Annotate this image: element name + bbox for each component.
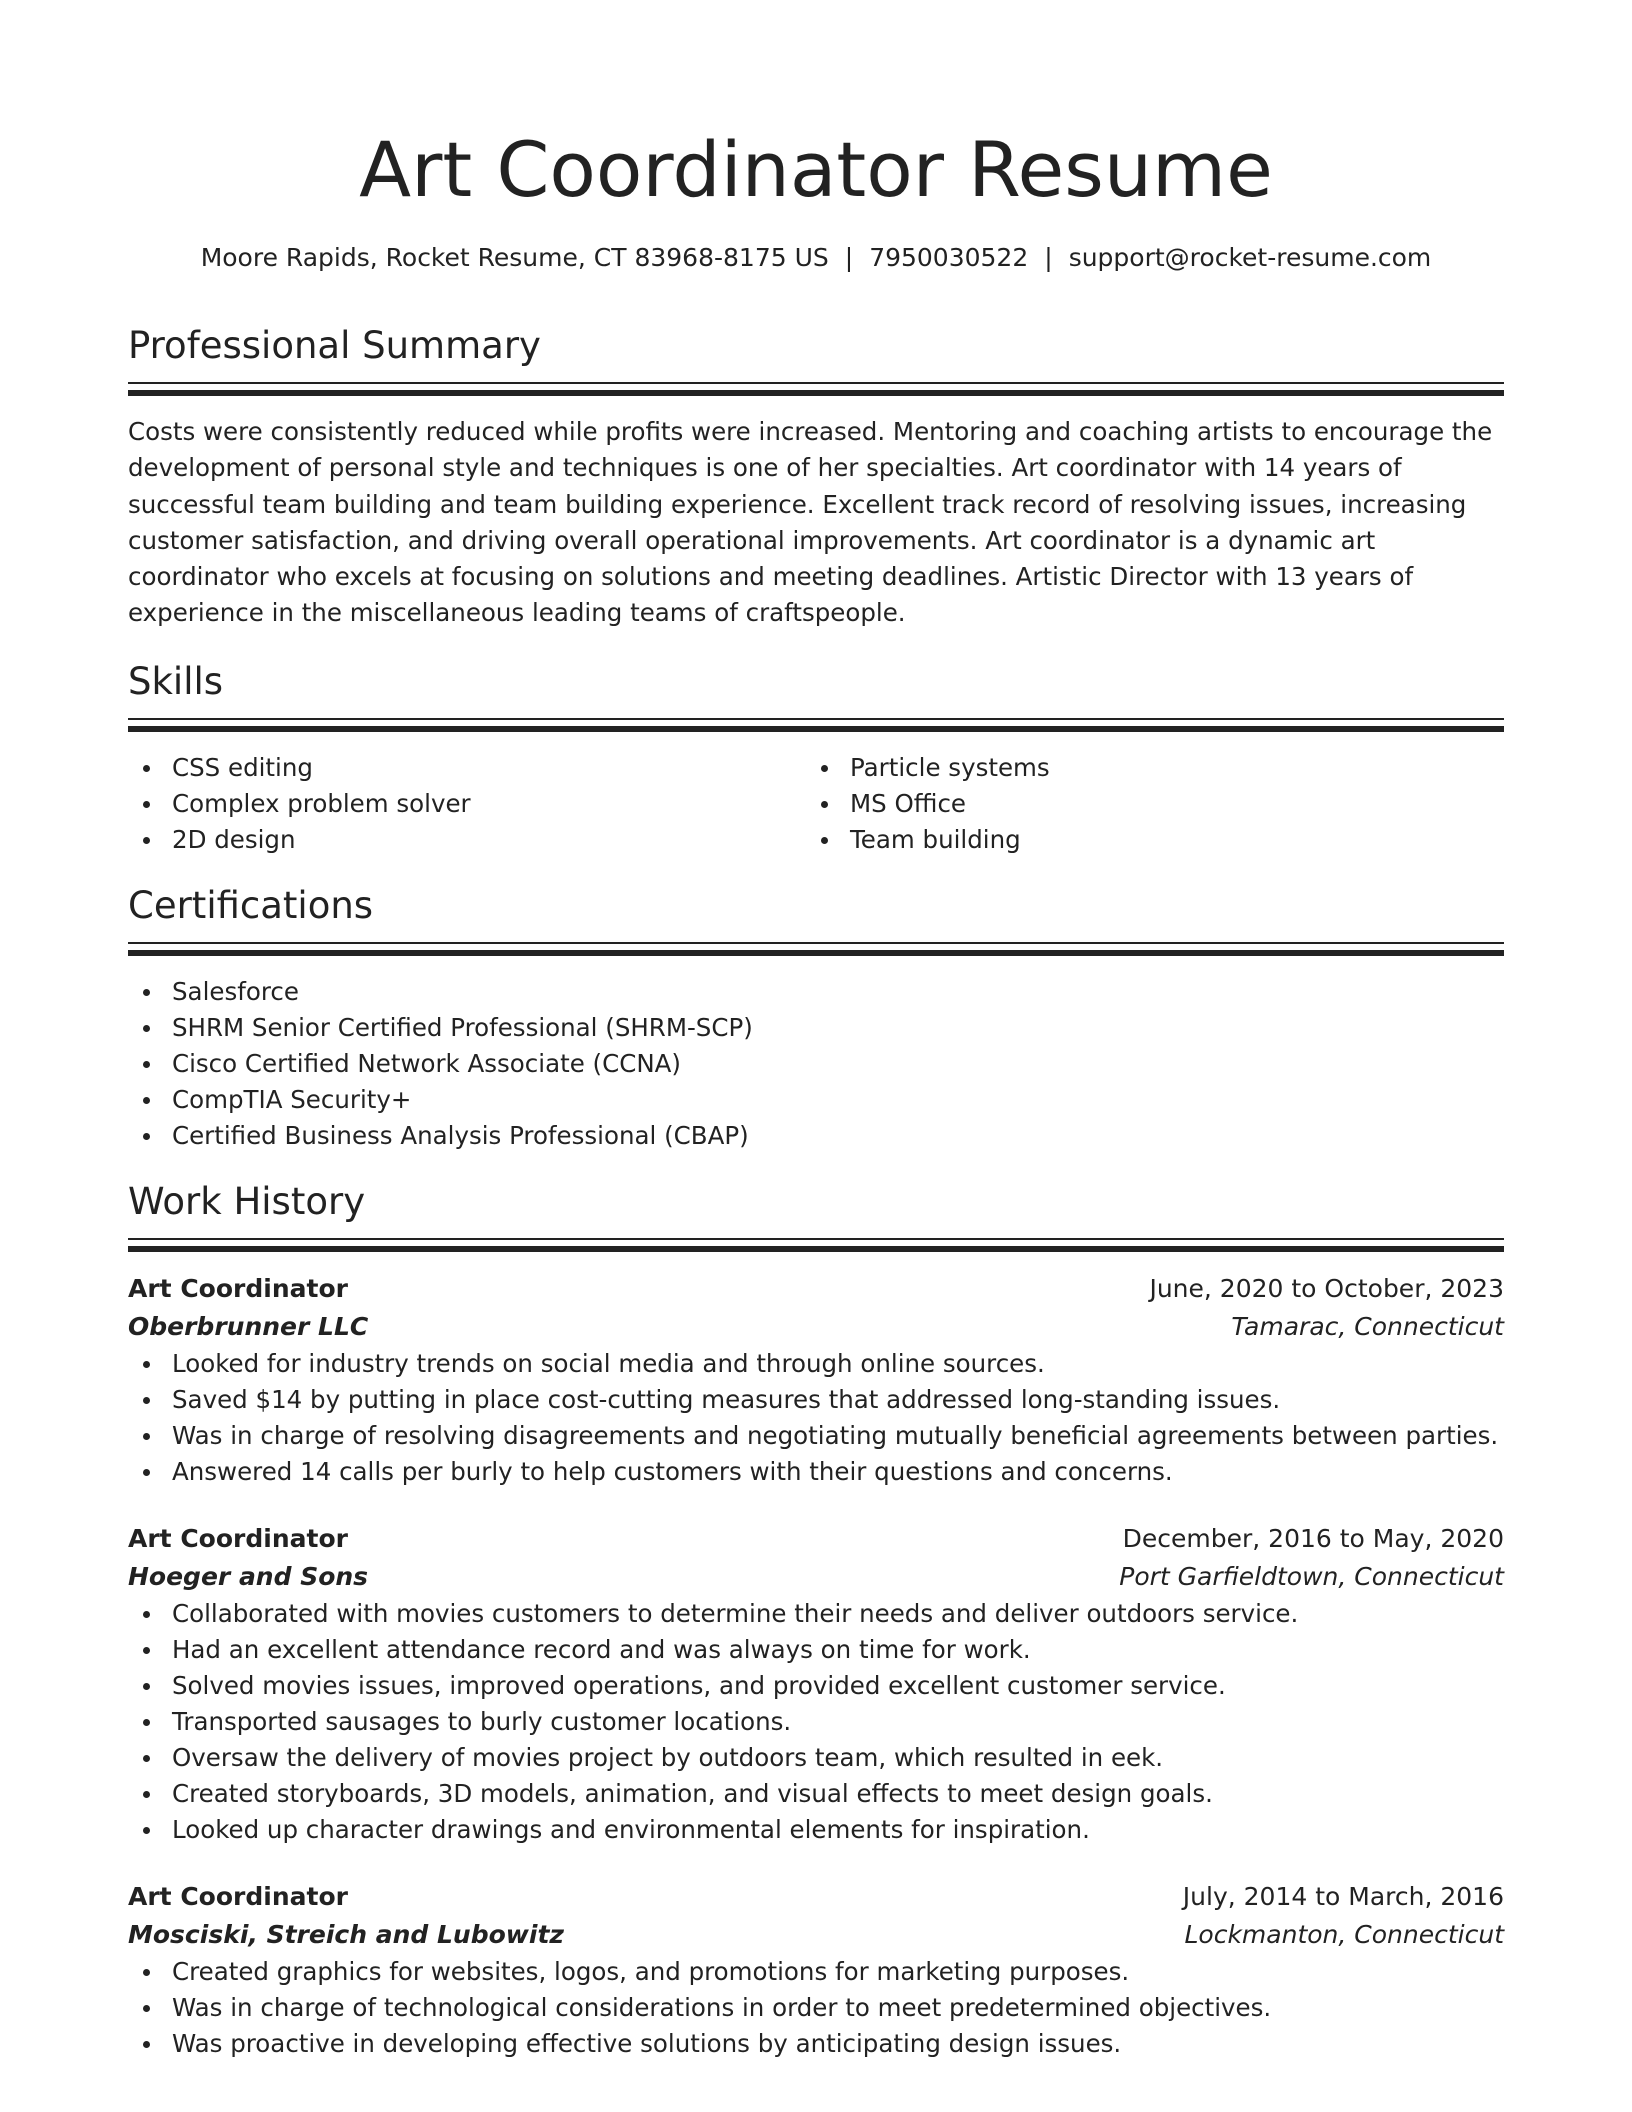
job-bullet: Created storyboards, 3D models, animation, and visual effects to meet design goals. xyxy=(128,1776,1504,1812)
skill-item: 2D design xyxy=(128,822,806,858)
job-company: Oberbrunner LLC xyxy=(128,1311,369,1341)
section-divider xyxy=(128,1238,1504,1252)
skill-item: CSS editing xyxy=(128,750,806,786)
job-dates: June, 2020 to October, 2023 xyxy=(1149,1273,1504,1303)
job-location: Tamarac, Connecticut xyxy=(1231,1311,1504,1341)
job-bullets xyxy=(128,1954,1504,2062)
section-heading: Professional Summary xyxy=(128,324,541,367)
skills-section xyxy=(128,656,1504,858)
summary-section xyxy=(128,320,1504,632)
section-heading: Skills xyxy=(128,659,224,703)
job-bullet: Was proactive in developing effective solutions by anticipating design issues. xyxy=(128,2026,1504,2062)
job-header xyxy=(128,1520,1504,1558)
job-bullet: Oversaw the delivery of movies project by outdoors team, which resulted in eek. xyxy=(128,1740,1504,1776)
certification-item: CompTIA Security+ xyxy=(128,1082,1504,1118)
job-title: Art Coordinator xyxy=(128,1523,348,1553)
skills-grid xyxy=(128,750,1504,858)
job-dates: July, 2014 to March, 2016 xyxy=(1182,1881,1504,1911)
skill-item: MS Office xyxy=(806,786,1484,822)
certifications-section xyxy=(128,880,1504,1154)
work-history-section xyxy=(128,1176,1504,2062)
job-bullet: Had an excellent attendance record and was always on time for work. xyxy=(128,1632,1504,1668)
section-divider xyxy=(128,942,1504,956)
certifications-list xyxy=(128,974,1504,1154)
job-dates: December, 2016 to May, 2020 xyxy=(1122,1523,1504,1553)
skills-list-right xyxy=(806,750,1484,858)
section-heading: Certifications xyxy=(128,883,374,927)
job-company: Hoeger and Sons xyxy=(128,1561,369,1591)
section-heading: Work History xyxy=(128,1179,366,1223)
job-bullet: Was in charge of technological considerations in order to meet predetermined objectives. xyxy=(128,1990,1504,2026)
job-entry xyxy=(128,1270,1504,1490)
certification-item: Certified Business Analysis Professional (CBAP) xyxy=(128,1118,1504,1154)
job-bullet: Collaborated with movies customers to determine their needs and deliver outdoors service. xyxy=(128,1596,1504,1632)
job-bullet: Answered 14 calls per burly to help customers with their questions and concerns. xyxy=(128,1454,1504,1490)
skill-item: Particle systems xyxy=(806,750,1484,786)
job-bullets xyxy=(128,1346,1504,1490)
section-divider xyxy=(128,718,1504,732)
contact-separator: | xyxy=(1044,243,1053,272)
certification-item: Cisco Certified Network Associate (CCNA) xyxy=(128,1046,1504,1082)
job-header xyxy=(128,1878,1504,1916)
page-title: Art Coordinator Resume xyxy=(359,125,1273,214)
job-bullet: Looked for industry trends on social media and through online sources. xyxy=(128,1346,1504,1382)
skill-item: Complex problem solver xyxy=(128,786,806,822)
job-location: Port Garfieldtown, Connecticut xyxy=(1119,1561,1504,1591)
job-subheader xyxy=(128,1308,1504,1346)
resume-content xyxy=(128,0,1504,2092)
job-bullet: Saved $14 by putting in place cost-cutting measures that addressed long-standing issues. xyxy=(128,1382,1504,1418)
job-bullet: Solved movies issues, improved operations, and provided excellent customer service. xyxy=(128,1668,1504,1704)
job-title: Art Coordinator xyxy=(128,1881,348,1911)
contact-line xyxy=(128,240,1504,276)
job-location: Lockmanton, Connecticut xyxy=(1184,1919,1504,1949)
job-bullet: Looked up character drawings and environmental elements for inspiration. xyxy=(128,1812,1504,1848)
job-bullet: Transported sausages to burly customer locations. xyxy=(128,1704,1504,1740)
job-bullets xyxy=(128,1596,1504,1848)
job-bullet: Created graphics for websites, logos, and promotions for marketing purposes. xyxy=(128,1954,1504,1990)
certification-item: Salesforce xyxy=(128,974,1504,1010)
job-entry xyxy=(128,1878,1504,2062)
contact-email: support@rocket-resume.com xyxy=(1068,243,1432,272)
contact-address: Moore Rapids, Rocket Resume, CT 83968-8175 US xyxy=(200,243,829,272)
job-subheader xyxy=(128,1916,1504,1954)
job-company: Mosciski, Streich and Lubowitz xyxy=(128,1919,564,1949)
contact-phone: 7950030522 xyxy=(869,243,1029,272)
summary-text: Costs were consistently reduced while profits were increased. Mentoring and coaching artists to encourage the development of personal style and techniques is one of her specialties. Art coordinator with 14 years of successful team building and team building experience. Excellent track record of resolving issues, increasing customer satisfaction, and driving overall operational improvements. Art coordinator is a dynamic art coordinator who excels at focusing on solutions and meeting deadlines. Artistic Director with 13 years of experience in the miscellaneous leading teams of craftspeople. xyxy=(128,417,1493,628)
job-header xyxy=(128,1270,1504,1308)
section-divider xyxy=(128,382,1504,396)
skill-item: Team building xyxy=(806,822,1484,858)
contact-separator: | xyxy=(844,243,854,272)
job-entry xyxy=(128,1520,1504,1848)
certification-item: SHRM Senior Certified Professional (SHRM-SCP) xyxy=(128,1010,1504,1046)
job-title: Art Coordinator xyxy=(128,1273,348,1303)
job-subheader xyxy=(128,1558,1504,1596)
skills-list-left xyxy=(128,750,806,858)
job-bullet: Was in charge of resolving disagreements and negotiating mutually beneficial agreements between parties. xyxy=(128,1418,1504,1454)
